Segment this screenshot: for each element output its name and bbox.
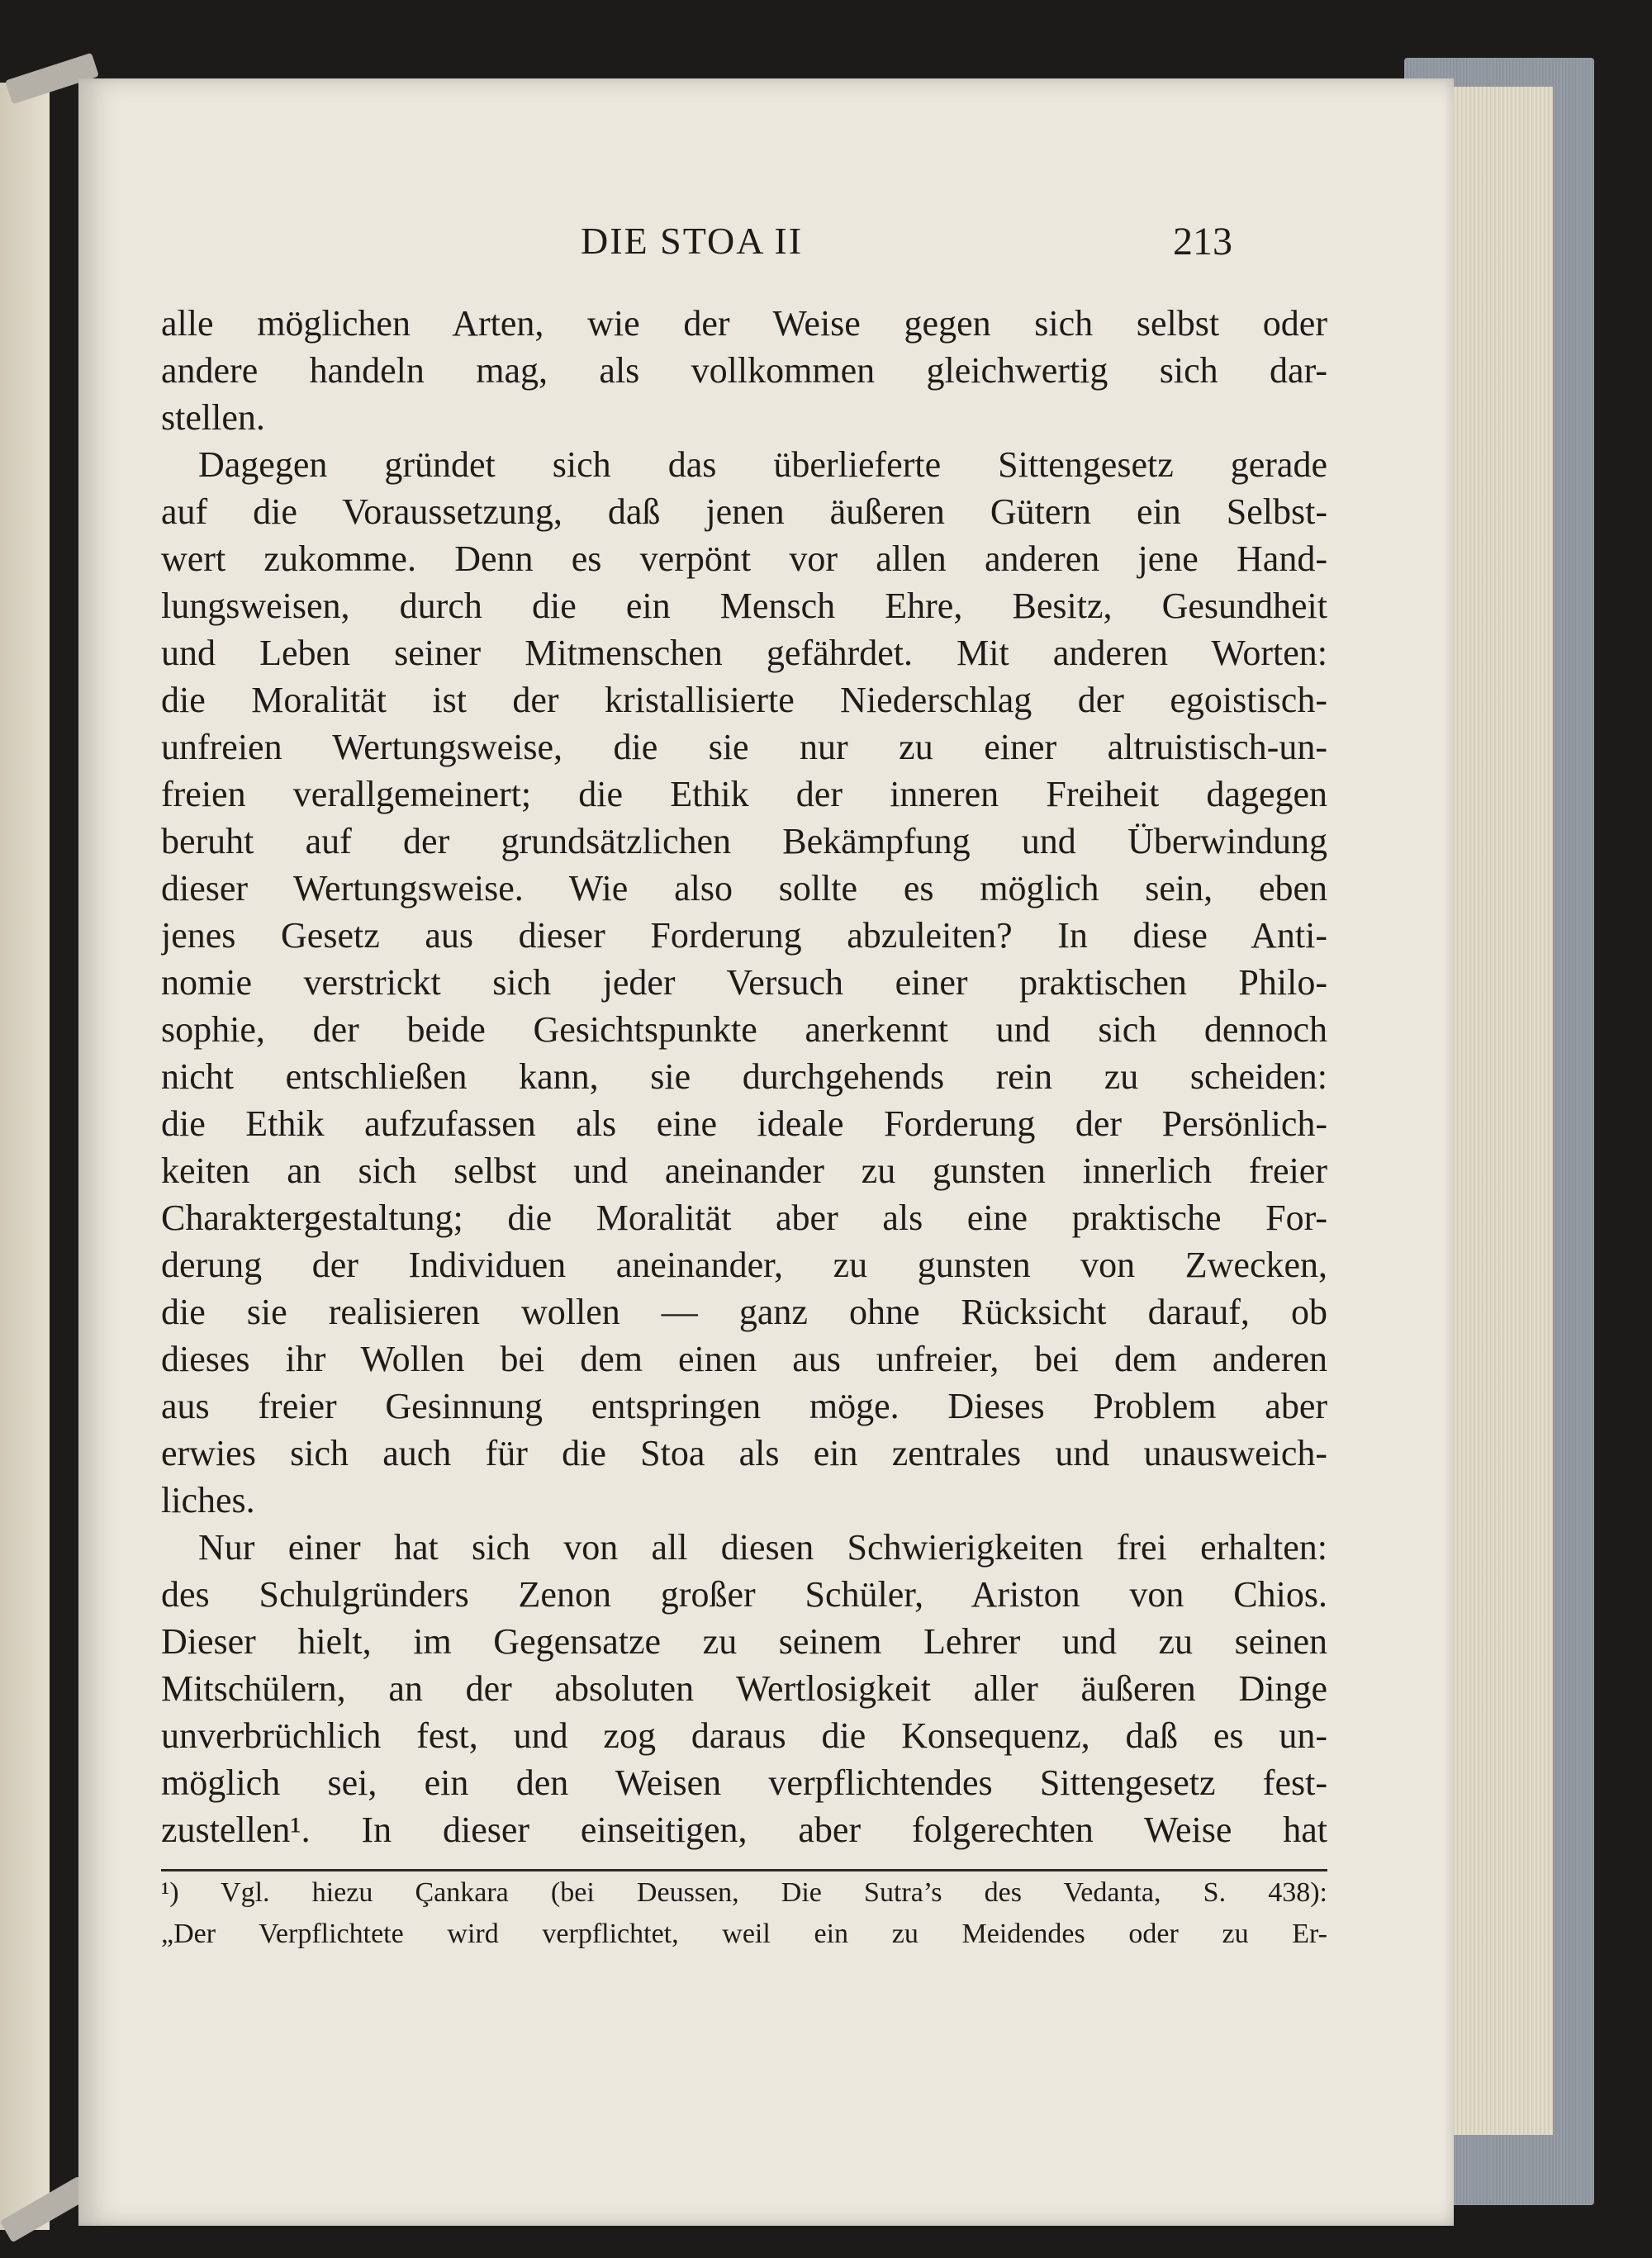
text-line: auf die Voraussetzung, daß jenen äußeren Gütern ein Selbst-: [161, 491, 1327, 532]
text-line: unverbrüchlich fest, und zog daraus die Konsequenz, daß es un-: [161, 1715, 1327, 1756]
text-line: Dagegen gründet sich das überlieferte Sittengesetz gerade: [198, 444, 1327, 485]
text-line: erwies sich auch für die Stoa als ein zentrales und unausweich-: [161, 1433, 1327, 1473]
footnote-line: „Der Verpflichtete wird verpflichtet, weil ein zu Meidendes oder zu Er-: [161, 1919, 1327, 1949]
text-line: Charaktergestaltung; die Moralität aber als eine praktische For-: [161, 1198, 1327, 1238]
text-line: keiten an sich selbst und aneinander zu gunsten innerlich freier: [161, 1150, 1327, 1191]
text-line: zustellen¹. In dieser einseitigen, aber folgerechten Weise hat: [161, 1810, 1327, 1850]
text-line: dieser Wertungsweise. Wie also sollte es möglich sein, eben: [161, 868, 1327, 908]
text-line: beruht auf der grundsätzlichen Bekämpfung und Überwindung: [161, 821, 1327, 861]
text-line: wert zukomme. Denn es verpönt vor allen anderen jene Hand-: [161, 538, 1327, 579]
text-line: Nur einer hat sich von all diesen Schwierigkeiten frei erhalten:: [198, 1527, 1327, 1568]
footnote-rule: [161, 1869, 1327, 1871]
text-line: nicht entschließen kann, sie durchgehends rein zu scheiden:: [161, 1056, 1327, 1097]
text-line: und Leben seiner Mitmenschen gefährdet. Mit anderen Worten:: [161, 633, 1327, 673]
footnote-line: ¹) Vgl. hiezu Çankara (bei Deussen, Die Sutra’s des Vedanta, S. 438):: [161, 1877, 1327, 1908]
text-line: alle möglichen Arten, wie der Weise gegen sich selbst oder: [161, 303, 1327, 344]
body-text: [161, 300, 1327, 1853]
chapter-title: DIE STOA II: [581, 220, 804, 262]
text-line: sophie, der beide Gesichtspunkte anerkennt und sich dennoch: [161, 1009, 1327, 1050]
text-line: die Ethik aufzufassen als eine ideale Forderung der Persönlich-: [161, 1103, 1327, 1144]
text-line: freien verallgemeinert; die Ethik der inneren Freiheit dagegen: [161, 774, 1327, 814]
text-line: unfreien Wertungsweise, die sie nur zu einer altruistisch-un-: [161, 727, 1327, 767]
page-number: 213: [1173, 220, 1232, 263]
text-line: aus freier Gesinnung entspringen möge. Dieses Problem aber: [161, 1386, 1327, 1426]
text-line: des Schulgründers Zenon großer Schüler, Ariston von Chios.: [161, 1574, 1327, 1615]
text-line: Mitschülern, an der absoluten Wertlosigkeit aller äußeren Dinge: [161, 1668, 1327, 1709]
text-line: möglich sei, ein den Weisen verpflichtendes Sittengesetz fest-: [161, 1762, 1327, 1803]
book-page: [78, 78, 1454, 2226]
text-line: lungsweisen, durch die ein Mensch Ehre, Besitz, Gesundheit: [161, 586, 1327, 626]
text-line: die Moralität ist der kristallisierte Niederschlag der egoistisch-: [161, 680, 1327, 720]
page-edges: [1437, 87, 1553, 2135]
text-line: Dieser hielt, im Gegensatze zu seinem Lehrer und zu seinen: [161, 1621, 1327, 1662]
text-line: andere handeln mag, als vollkommen gleichwertig sich dar-: [161, 350, 1327, 391]
text-line: die sie realisieren wollen — ganz ohne Rücksicht darauf, ob: [161, 1292, 1327, 1332]
left-facing-page: [0, 83, 50, 2230]
footnotes: [161, 1872, 1327, 1955]
text-line: liches.: [161, 1480, 255, 1520]
text-line: derung der Individuen aneinander, zu gunsten von Zwecken,: [161, 1245, 1327, 1285]
text-line: nomie verstrickt sich jeder Versuch einer praktischen Philo-: [161, 962, 1327, 1003]
text-line: stellen.: [161, 397, 265, 438]
running-head: [78, 219, 1317, 277]
text-line: jenes Gesetz aus dieser Forderung abzuleiten? In diese Anti-: [161, 915, 1327, 956]
text-line: dieses ihr Wollen bei dem einen aus unfreier, bei dem anderen: [161, 1339, 1327, 1379]
